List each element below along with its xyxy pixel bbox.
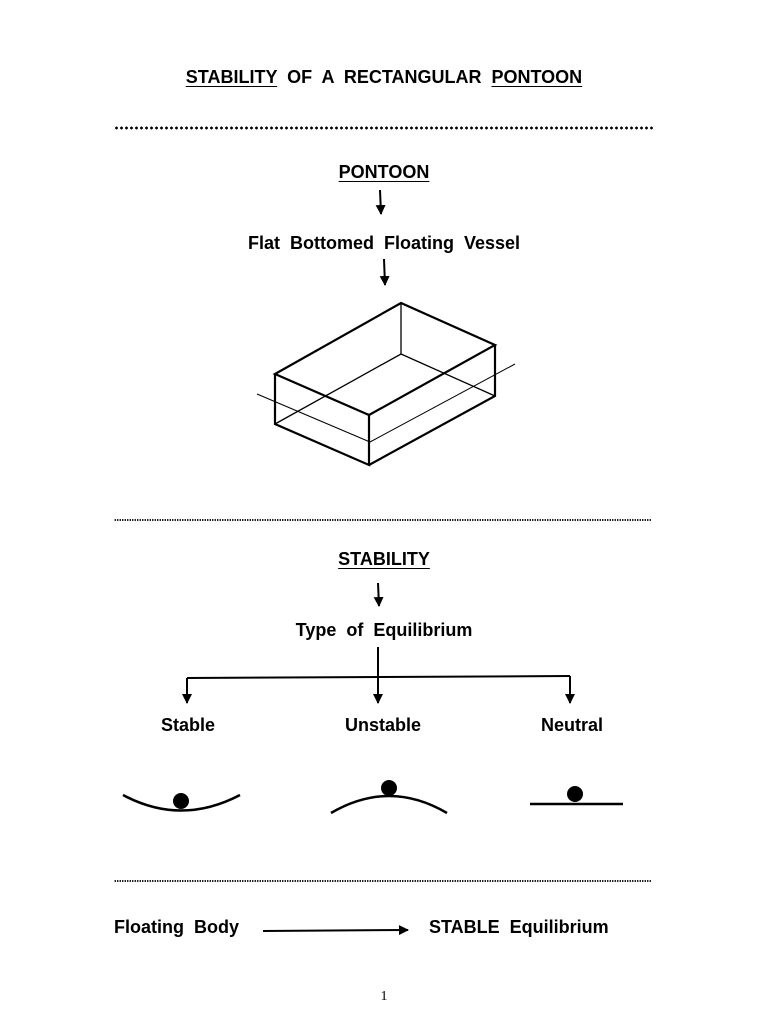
type-neutral-label: Neutral: [540, 715, 604, 735]
title-stability: STABILITY: [185, 67, 278, 87]
type-unstable-label: Unstable: [344, 715, 422, 735]
page-number: 1: [380, 989, 388, 1004]
equilibrium-subheading: Type of Equilibrium: [295, 620, 473, 640]
unstable-diagram: [331, 780, 447, 813]
pontoon-description: Flat Bottomed Floating Vessel: [247, 233, 521, 253]
arrow-stability-to-type: [378, 583, 379, 606]
floating-body-label: Floating Body: [114, 917, 239, 937]
pontoon-box-drawing: [257, 303, 515, 465]
arrow-floating-to-stable: [263, 930, 408, 931]
stable-diagram: [123, 793, 240, 811]
arrow-pontoon-to-description: [380, 190, 381, 214]
type-stable-label: Stable: [160, 715, 216, 735]
stable-equilibrium-label: STABLE Equilibrium: [429, 917, 609, 937]
neutral-diagram: [530, 786, 623, 804]
equilibrium-branches: [187, 647, 570, 703]
pontoon-heading: PONTOON: [338, 162, 430, 182]
stability-heading: STABILITY: [338, 549, 430, 569]
title-middle: OF A RECTANGULAR: [287, 67, 482, 87]
title-pontoon: PONTOON: [491, 67, 583, 87]
arrow-description-to-box: [384, 259, 385, 285]
